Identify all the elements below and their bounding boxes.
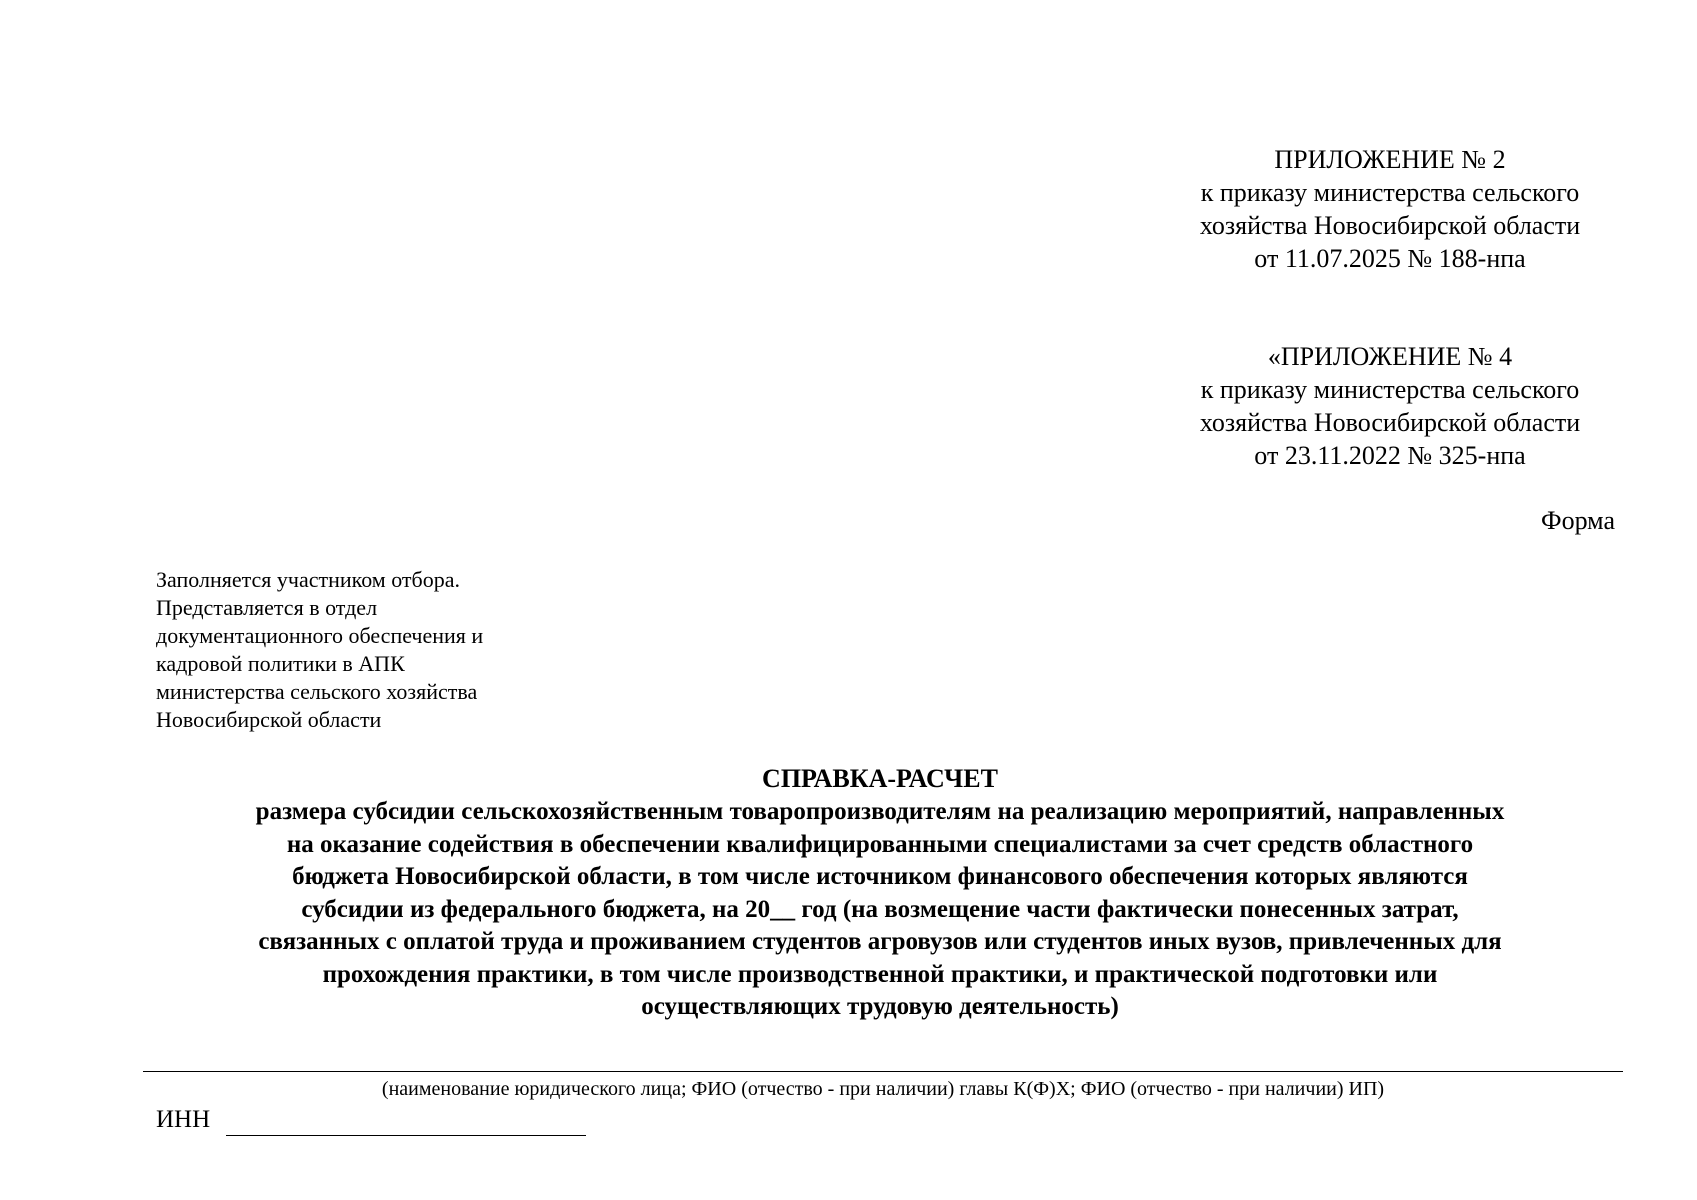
note-line: министерства сельского хозяйства (156, 679, 478, 704)
inn-label: ИНН (156, 1106, 211, 1133)
submission-note (156, 566, 483, 734)
organization-name-field[interactable] (143, 1071, 1623, 1072)
document-subtitle-line: осуществляющих трудовую деятельность) (641, 993, 1119, 1020)
document-title-block (150, 762, 1610, 1024)
document-subtitle-line: связанных с оплатой труда и проживанием студентов агровузов или студентов иных вузов, привлеченных для (258, 928, 1502, 955)
note-line: Заполняется участником отбора. (156, 567, 460, 592)
document-subtitle-line: размера субсидии сельскохозяйственным товаропроизводителям на реализацию мероприятий, направленных (255, 798, 1505, 825)
form-label: Форма (1541, 506, 1615, 535)
appendix-4-number: «ПРИЛОЖЕНИЕ № 4 (1267, 342, 1513, 371)
appendix-4-order-line: к приказу министерства сельского (1200, 375, 1580, 404)
appendix-2-header (1160, 143, 1620, 275)
appendix-4-header (1160, 340, 1620, 472)
document-subtitle-line: бюджета Новосибирской области, в том числе источником финансового обеспечения которых являются (292, 863, 1468, 890)
appendix-2-date-line: от 11.07.2025 № 188-нпа (1254, 244, 1526, 273)
document-title: СПРАВКА-РАСЧЕТ (762, 764, 998, 793)
appendix-2-ministry-line: хозяйства Новосибирской области (1199, 211, 1581, 240)
document-subtitle-line: на оказание содействия в обеспечении квалифицированными специалистами за счет средств областного (286, 830, 1474, 858)
appendix-2-order-line: к приказу министерства сельского (1200, 178, 1580, 207)
organization-name-caption: (наименование юридического лица; ФИО (отчество - при наличии) главы К(Ф)Х; ФИО (отчество - при наличии) ИП) (381, 1078, 1385, 1100)
document-subtitle-line: субсидии из федерального бюджета, на 20__ год (на возмещение части фактически понесенных затрат, (301, 895, 1459, 923)
appendix-2-number: ПРИЛОЖЕНИЕ № 2 (1274, 145, 1506, 174)
note-line: Новосибирской области (156, 707, 382, 732)
inn-field[interactable] (226, 1109, 586, 1136)
note-line: кадровой политики в АПК (156, 651, 405, 676)
note-line: документационного обеспечения и (156, 623, 484, 648)
document-subtitle-line: прохождения практики, в том числе производственной практики, и практической подготовки или (322, 960, 1438, 988)
appendix-4-date-line: от 23.11.2022 № 325-нпа (1254, 441, 1526, 470)
note-line: Представляется в отдел (156, 595, 378, 620)
inn-row (156, 1104, 586, 1136)
appendix-4-ministry-line: хозяйства Новосибирской области (1199, 408, 1581, 437)
